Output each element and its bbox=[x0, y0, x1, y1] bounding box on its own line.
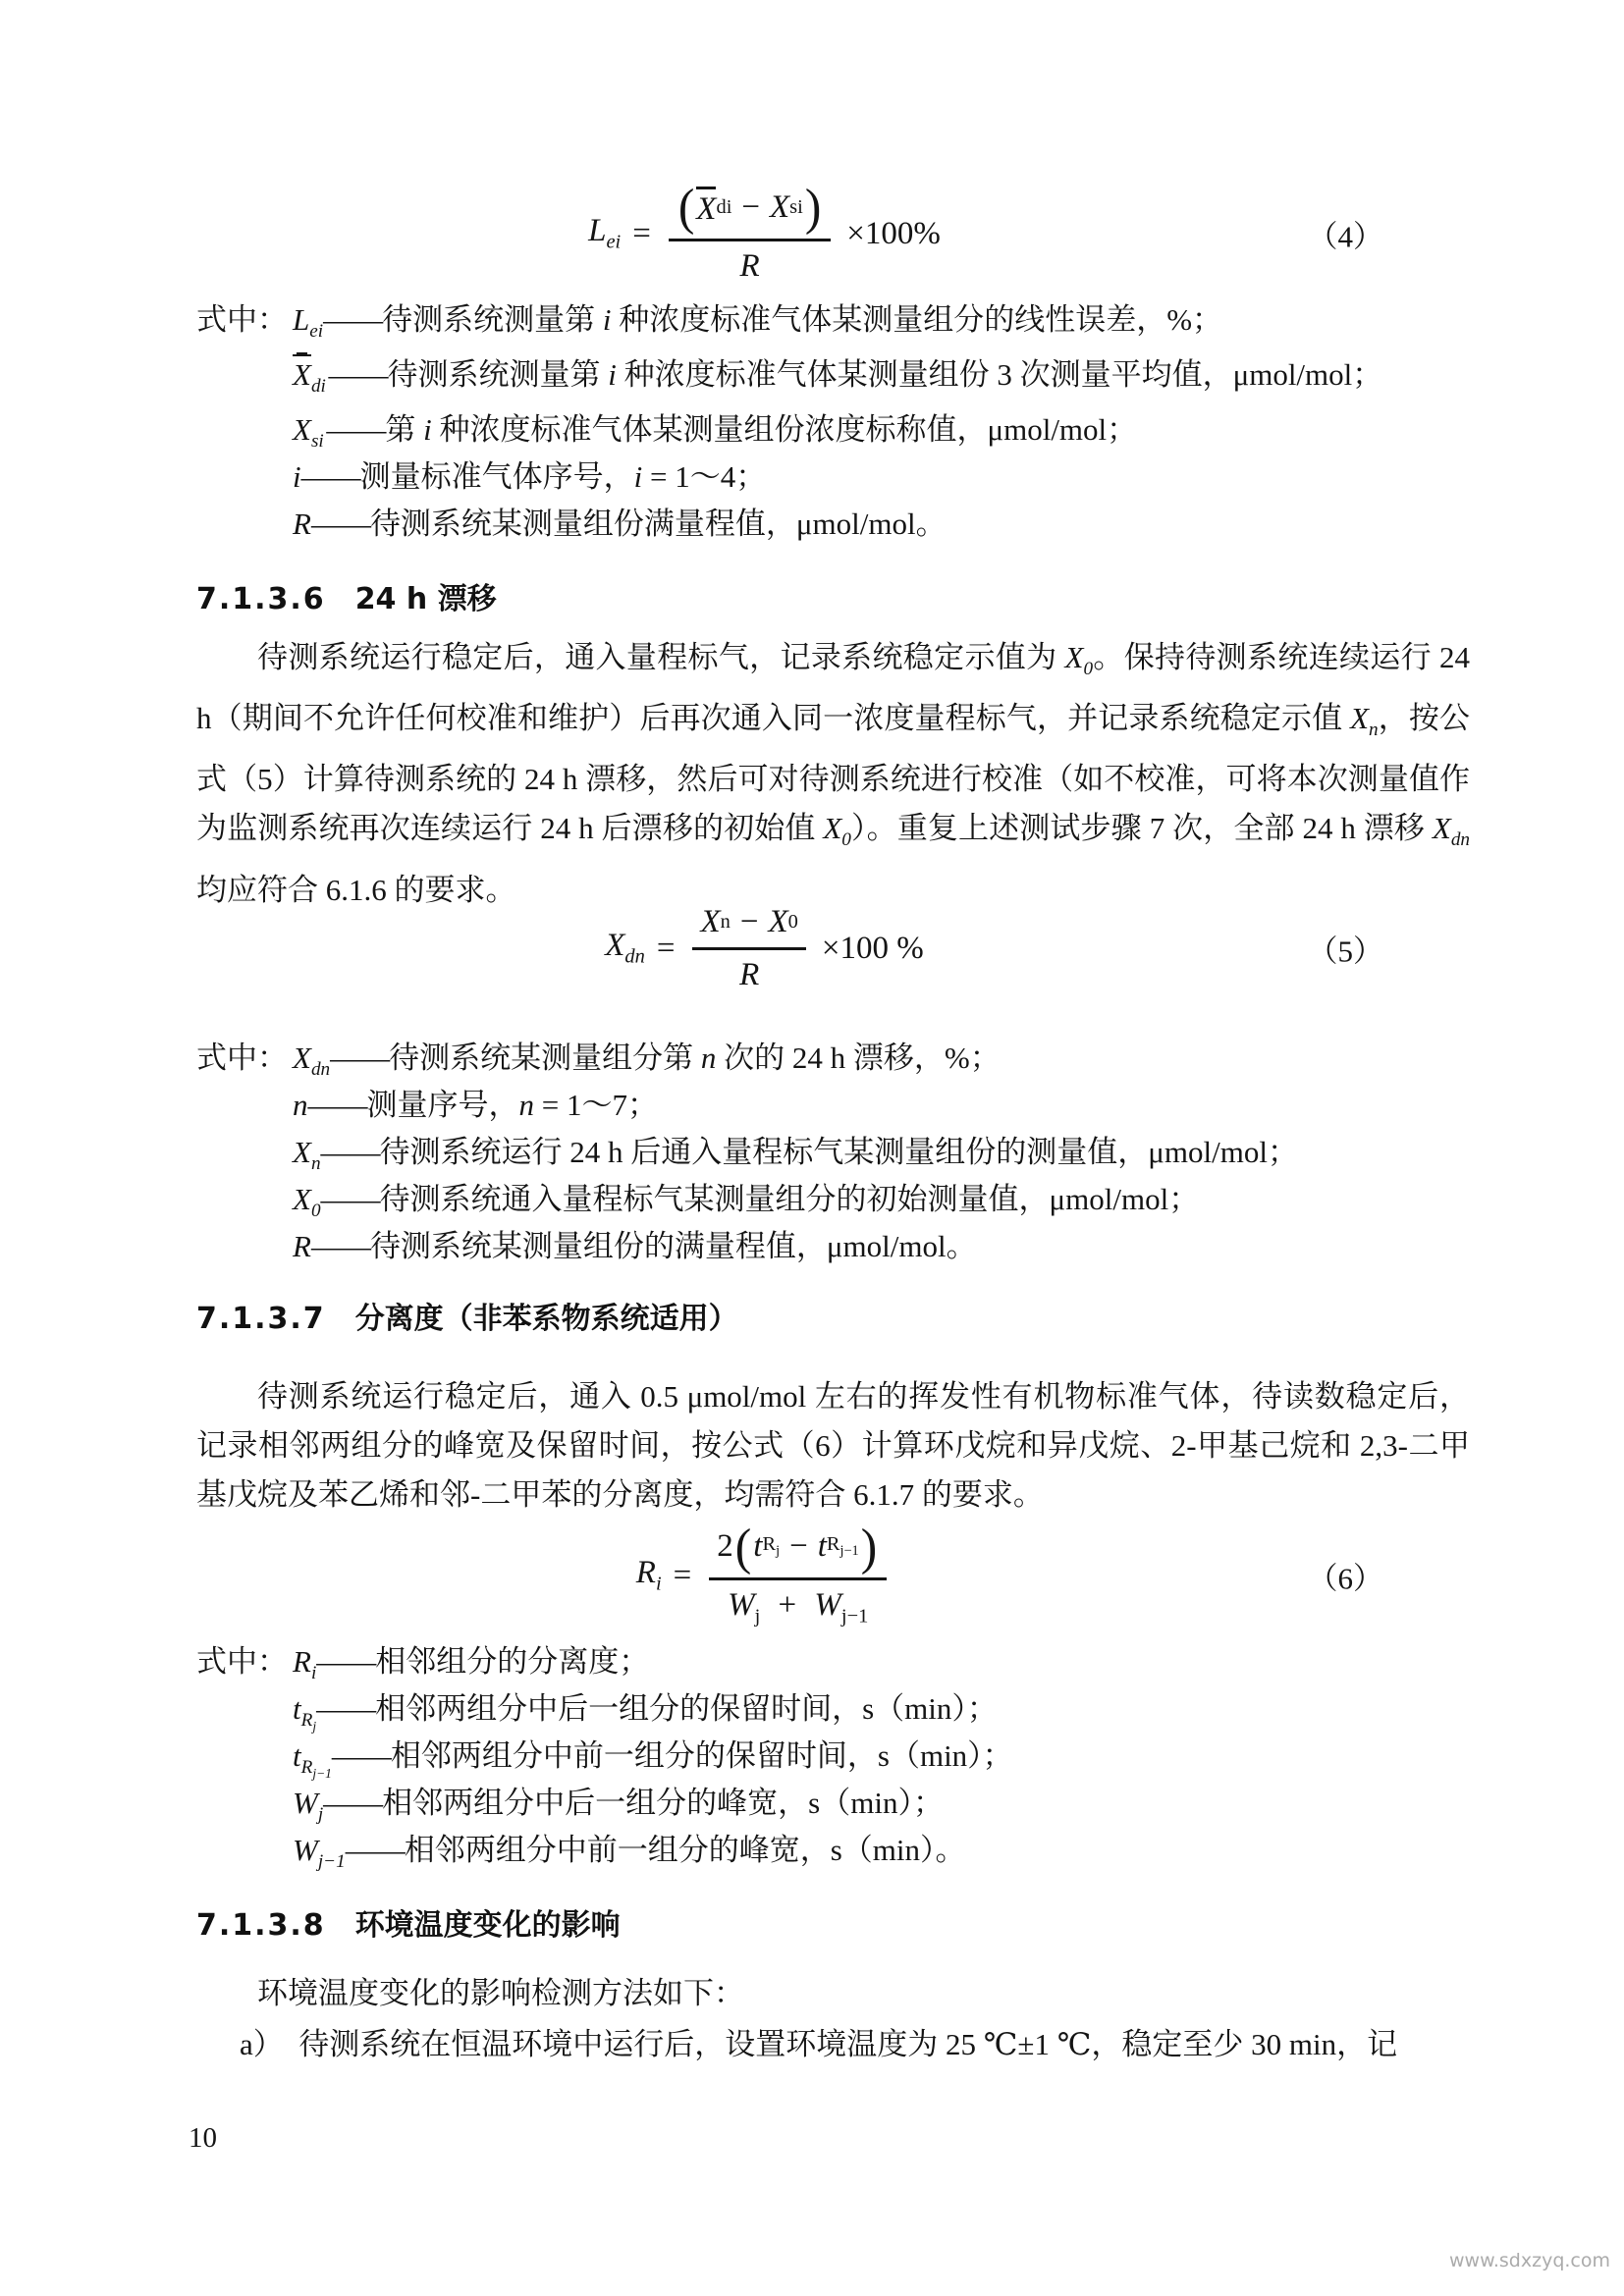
def-row bbox=[196, 1035, 1470, 1082]
def-term: $X_{dn}$ bbox=[293, 1041, 331, 1081]
def-dash: —— bbox=[316, 1644, 376, 1679]
def-term: $X_{di}$ bbox=[293, 344, 328, 418]
def-desc: 相邻两组分中前一组分的峰宽，s（min）。 bbox=[404, 1833, 966, 1867]
heading-title: 分离度（非苯系物系统适用） bbox=[354, 1302, 738, 1336]
def-dash: —— bbox=[320, 1135, 380, 1169]
times-100-percent: ×100 % bbox=[821, 930, 924, 966]
def-term: R bbox=[293, 1229, 311, 1263]
def-intro-label: 式中： bbox=[196, 302, 288, 337]
minus-sign: − bbox=[739, 903, 759, 939]
def-dash: —— bbox=[310, 1229, 370, 1263]
open-paren: ( bbox=[677, 178, 695, 236]
def-desc: 待测系统运行 24 h 后通入量程标气某测量组份的测量值，μmol/mol； bbox=[379, 1135, 1298, 1169]
equals-sign: = bbox=[632, 215, 651, 251]
def-dash: —— bbox=[323, 1786, 383, 1820]
heading-number: 7.1.3.8 bbox=[196, 1908, 326, 1943]
def-row bbox=[196, 344, 1470, 406]
heading-number: 7.1.3.7 bbox=[196, 1302, 326, 1336]
def-row bbox=[196, 1685, 1470, 1733]
def-row bbox=[196, 1176, 1470, 1223]
equals-sign: = bbox=[656, 930, 676, 966]
formula-5 bbox=[196, 893, 1470, 1003]
t-rj-1: t bbox=[817, 1528, 827, 1565]
def-term: $R_i$ bbox=[293, 1644, 317, 1684]
def-term: $t_{R_j}$ bbox=[293, 1691, 317, 1735]
heading-number: 7.1.3.6 bbox=[196, 582, 326, 616]
def-row bbox=[196, 1223, 1470, 1270]
close-paren: ) bbox=[860, 1518, 878, 1575]
def-dash: —— bbox=[328, 357, 388, 392]
fraction bbox=[709, 1518, 887, 1629]
plus-sign: + bbox=[778, 1587, 797, 1624]
def-term: $X_0$ bbox=[293, 1182, 321, 1222]
def-dash: —— bbox=[320, 1182, 380, 1216]
definition-list-formula-5 bbox=[196, 1035, 1470, 1270]
formula-4-number: （4） bbox=[1307, 219, 1383, 254]
x-bar-di: X bbox=[696, 187, 716, 228]
x-n: X bbox=[700, 903, 721, 939]
fraction bbox=[692, 904, 805, 993]
def-term: $W_j$ bbox=[293, 1786, 324, 1826]
list-item-a: a） 待测系统在恒温环境中运行后，设置环境温度为 25 ℃±1 ℃，稳定至少 30 min，记 bbox=[240, 2027, 1398, 2061]
def-dash: —— bbox=[331, 1738, 391, 1773]
def-term: n bbox=[293, 1088, 308, 1122]
def-desc: 待测系统通入量程标气某测量组分的初始测量值，μmol/mol； bbox=[379, 1182, 1200, 1216]
def-row bbox=[196, 454, 1470, 501]
def-desc: 待测系统测量第 i 种浓度标准气体某测量组分的线性误差，%； bbox=[382, 302, 1223, 337]
minus-sign: − bbox=[789, 1528, 808, 1565]
def-desc: 待测系统某测量组份的满量程值，μmol/mol。 bbox=[369, 1229, 977, 1263]
def-dash: —— bbox=[345, 1833, 405, 1867]
t-rj: t bbox=[753, 1528, 763, 1565]
def-row bbox=[196, 1733, 1470, 1780]
definition-list-formula-4 bbox=[196, 296, 1470, 548]
fraction-denominator: $W_j + W_{j-1}$ bbox=[709, 1577, 887, 1629]
def-dash: —— bbox=[326, 412, 386, 447]
def-row bbox=[196, 501, 1470, 548]
heading-title: 24 h 漂移 bbox=[354, 582, 497, 616]
fraction-denominator: R bbox=[692, 947, 805, 993]
def-term: $L_{ei}$ bbox=[293, 302, 324, 343]
paragraph-24h-drift: 待测系统运行稳定后，通入量程标气，记录系统稳定示值为 $X_0$。保持待测系统连续运行 24 h（期间不允许任何校准和维护）后再次通入同一浓度量程标气，并记录系统稳定示值 $X_n$，按公式（5）计算待测系统的 24 h 漂移，然后可对待测系统进行校准（如不校准，可将本次测量值作为监测系统再次连续运行 24 h 后漂移的初始值 $X_0$）。重复上述测试步骤 7 次，全部 24 h 漂移 $X_{dn}$ 均应符合 6.1.6 的要求。 bbox=[196, 640, 1471, 907]
section-heading-7-1-3-8 bbox=[196, 1900, 1470, 1944]
def-desc: 待测系统某测量组分第 n 次的 24 h 漂移，%； bbox=[389, 1041, 1001, 1075]
def-dash: —— bbox=[307, 1088, 367, 1122]
fraction-numerator: X n − X 0 bbox=[700, 903, 798, 939]
heading-title: 环境温度变化的影响 bbox=[354, 1908, 621, 1943]
formula-4-expression bbox=[588, 178, 941, 285]
def-desc: 相邻两组分中后一组分的峰宽，s（min）； bbox=[382, 1786, 944, 1820]
def-term: $X_n$ bbox=[293, 1135, 321, 1175]
formula-6-expression bbox=[635, 1518, 893, 1629]
def-row bbox=[196, 296, 1470, 344]
definition-list-formula-6 bbox=[196, 1638, 1470, 1874]
def-row bbox=[196, 1082, 1470, 1129]
fraction-numerator: 2 ( t $R_j$ − t $R_{j-1}$ ) bbox=[717, 1518, 878, 1575]
x-si: X bbox=[770, 188, 790, 225]
fraction-numerator: ( X di − X si ) bbox=[677, 178, 822, 236]
def-intro-label: 式中： bbox=[196, 1041, 288, 1075]
def-desc: 相邻组分的分离度； bbox=[375, 1644, 650, 1679]
formula-4-lhs: $L_{ei}$ bbox=[588, 213, 622, 253]
def-row bbox=[196, 1780, 1470, 1827]
watermark: www.sdxzyq.com bbox=[1448, 2250, 1610, 2271]
def-term: $W_{j-1}$ bbox=[293, 1833, 346, 1873]
formula-4 bbox=[196, 175, 1470, 293]
def-dash: —— bbox=[316, 1691, 376, 1726]
def-intro-label: 式中： bbox=[196, 1644, 288, 1679]
section-heading-7-1-3-7 bbox=[196, 1294, 1470, 1337]
def-desc: 测量标准气体序号，i = 1～4； bbox=[359, 459, 767, 494]
section-heading-7-1-3-6 bbox=[196, 574, 1470, 617]
def-desc: 待测系统某测量组份满量程值，μmol/mol。 bbox=[369, 507, 947, 541]
formula-6-lhs: $R_i$ bbox=[635, 1555, 662, 1595]
open-paren: ( bbox=[734, 1518, 752, 1575]
times-100-percent: ×100% bbox=[846, 215, 941, 251]
close-paren: ) bbox=[804, 178, 822, 236]
formula-5-lhs: $X_{dn}$ bbox=[605, 928, 645, 968]
def-term: i bbox=[293, 459, 301, 494]
equals-sign: = bbox=[673, 1557, 692, 1593]
page-number: 10 bbox=[189, 2122, 217, 2154]
def-desc: 相邻两组分中前一组分的保留时间，s（min）； bbox=[390, 1738, 1013, 1773]
formula-6-number: （6） bbox=[1307, 1561, 1383, 1596]
def-row bbox=[196, 1129, 1470, 1176]
def-row bbox=[196, 1638, 1470, 1685]
formula-5-number: （5） bbox=[1307, 934, 1383, 969]
def-dash: —— bbox=[310, 507, 370, 541]
def-row bbox=[196, 406, 1470, 454]
def-dash: —— bbox=[300, 459, 360, 494]
def-term: R bbox=[293, 507, 311, 541]
paragraph-resolution: 待测系统运行稳定后，通入 0.5 μmol/mol 左右的挥发性有机物标准气体，待读数稳定后，记录相邻两组分的峰宽及保留时间，按公式（6）计算环戊烷和异戊烷、2-甲基己烷和 2,3-二甲基戊烷及苯乙烯和邻-二甲苯的分离度，均需符合 6.1.7 的要求。 bbox=[196, 1379, 1470, 1512]
minus-sign: − bbox=[741, 188, 760, 225]
coefficient-2: 2 bbox=[717, 1528, 733, 1565]
def-term: $t_{R_{j-1}}$ bbox=[293, 1738, 332, 1782]
paragraph-temp-intro: 环境温度变化的影响检测方法如下： bbox=[257, 1976, 744, 2010]
fraction bbox=[669, 178, 831, 285]
def-desc: 待测系统测量第 i 种浓度标准气体某测量组份 3 次测量平均值，μmol/mol； bbox=[387, 357, 1383, 392]
def-desc: 第 i 种浓度标准气体某测量组份浓度标称值，μmol/mol； bbox=[385, 412, 1138, 447]
formula-5-expression bbox=[605, 904, 924, 993]
def-dash: —— bbox=[323, 302, 383, 337]
x-0: X bbox=[768, 903, 788, 939]
def-row bbox=[196, 1827, 1470, 1874]
def-term: $X_{si}$ bbox=[293, 412, 324, 453]
def-desc: 相邻两组分中后一组分的保留时间，s（min）； bbox=[375, 1691, 998, 1726]
formula-6 bbox=[196, 1517, 1470, 1634]
def-dash: —— bbox=[330, 1041, 390, 1075]
def-desc: 测量序号，n = 1～7； bbox=[366, 1088, 658, 1122]
fraction-denominator: R bbox=[669, 239, 831, 285]
